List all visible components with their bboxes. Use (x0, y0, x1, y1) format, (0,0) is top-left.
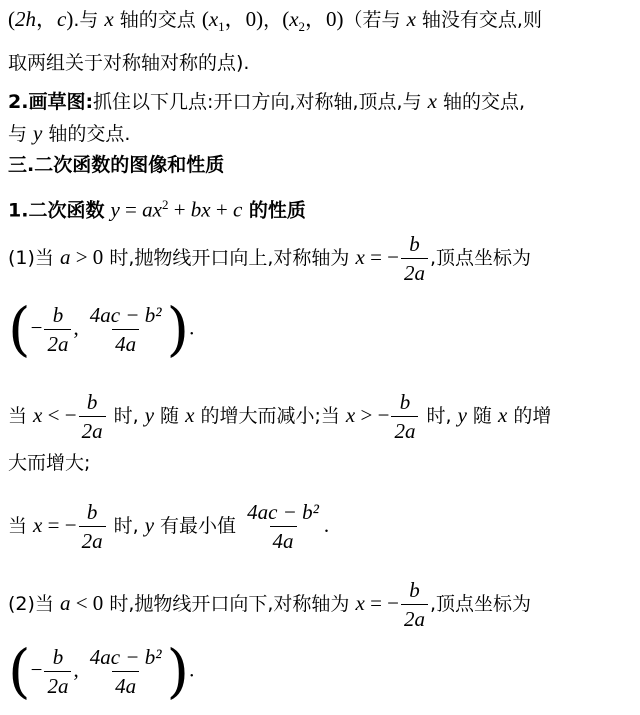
math-x: x (355, 245, 365, 269)
fraction-vertex-y (244, 500, 322, 553)
denominator: 2a (401, 258, 428, 285)
math-c: c (57, 7, 67, 31)
math-y: y (144, 513, 155, 537)
big-paren: ) (166, 295, 190, 363)
big-paren: ( (8, 295, 31, 363)
math-2h: 2h (15, 7, 36, 31)
text: （若与 (343, 9, 407, 31)
fraction-b-over-2a (44, 303, 71, 356)
denominator: 2a (401, 604, 428, 631)
fraction-b-over-2a (79, 500, 106, 553)
text: 随 (154, 405, 186, 427)
fraction-b-over-2a (391, 390, 418, 443)
fraction-b-over-2a (44, 645, 71, 698)
text: 当 (8, 405, 34, 427)
text: . (189, 657, 195, 682)
text: 的增 (507, 405, 552, 427)
math-op: , (73, 315, 79, 340)
numerator: b (52, 644, 64, 669)
big-paren: ) (166, 637, 190, 705)
fraction-b-over-2a (401, 578, 428, 631)
text: (1)当 (8, 247, 60, 269)
text: 时, (107, 515, 145, 537)
paren: ) (66, 7, 74, 31)
numerator: b (52, 302, 64, 327)
subsection-heading: 1.二次函数 (8, 199, 105, 222)
paren: ，0) (305, 7, 344, 31)
math-op: < − (42, 403, 77, 427)
text: ,顶点坐标为 (430, 593, 532, 615)
text: 时, (420, 405, 458, 427)
fraction-b-over-2a (79, 390, 106, 443)
numerator: b (86, 390, 98, 414)
text: 轴的交点 (113, 9, 202, 31)
math-x: x (345, 403, 356, 427)
text: 有最小值 (154, 515, 243, 537)
denominator: 2a (79, 526, 106, 553)
math-x: x (497, 403, 508, 427)
line-sketch-heading (8, 88, 525, 115)
math-x: x (355, 591, 365, 615)
subscript: 1 (218, 18, 225, 34)
text: ， (263, 9, 283, 31)
math-y: y (144, 403, 155, 427)
denominator: 4a (112, 671, 139, 698)
math-y: y (457, 403, 467, 427)
line-minimum-value (8, 500, 329, 553)
numerator: b (409, 578, 420, 602)
text: 轴没有交点,则 (415, 9, 542, 31)
numerator: 4ac − b² (89, 644, 162, 669)
line-increasing: 大而增大; (8, 452, 91, 474)
line-vertex-coordinates-2 (8, 637, 195, 705)
math-a: a (59, 591, 71, 615)
subscript: 2 (298, 18, 306, 34)
line-case-a-negative (8, 578, 531, 631)
paren: ，0) (224, 7, 264, 31)
math-a: a (59, 245, 71, 269)
text: .与 (73, 9, 105, 31)
math-op: = − (364, 245, 399, 269)
math-ax: ax (142, 197, 162, 222)
math-x1: x (208, 7, 219, 31)
math-sep: ， (36, 7, 57, 31)
math-y: y (33, 121, 43, 145)
text: ,顶点坐标为 (430, 247, 532, 269)
math-x: x (406, 7, 416, 31)
numerator: 4ac − b² (89, 302, 162, 327)
numerator: b (409, 232, 420, 256)
section-heading: 2.画草图: (8, 91, 94, 113)
math-op: > − (355, 403, 390, 427)
math-cond: < 0 (70, 591, 104, 615)
denominator: 4a (112, 329, 139, 356)
line-symmetric-points: 取两组关于对称轴对称的点). (8, 52, 250, 74)
math-bx: bx (190, 197, 211, 222)
math-x: x (427, 89, 437, 113)
paren: ( (282, 7, 290, 31)
math-x: x (33, 403, 43, 427)
text: 轴的交点. (42, 123, 131, 145)
line-y-axis-point (8, 120, 130, 147)
denominator: 4a (270, 526, 297, 553)
denominator: 2a (79, 416, 106, 443)
superscript: 2 (161, 197, 169, 212)
fraction-b-over-2a (401, 232, 428, 285)
denominator: 2a (44, 671, 71, 698)
math-op: + (210, 197, 233, 222)
denominator: 2a (391, 416, 418, 443)
math-op: = − (364, 591, 399, 615)
text: 与 (8, 123, 34, 145)
line-quadratic-properties (8, 192, 306, 223)
math-x: x (33, 513, 43, 537)
numerator: 4ac − b² (247, 500, 319, 524)
line-case-a-positive (8, 232, 531, 285)
math-op: − (30, 315, 43, 340)
text: 的增大而减小;当 (194, 405, 346, 427)
numerator: b (399, 390, 411, 414)
numerator: b (86, 500, 98, 524)
text: (2)当 (8, 593, 60, 615)
text: 时, (107, 405, 145, 427)
paren: ( (8, 7, 15, 31)
text: 抓住以下几点:开口方向,对称轴,顶点,与 (93, 91, 428, 113)
math-cond: > 0 (70, 245, 104, 269)
math-c: c (232, 197, 243, 222)
text: 时,抛物线开口向上,对称轴为 (103, 247, 356, 269)
text: . (189, 315, 195, 340)
math-op: = (119, 197, 143, 222)
big-paren: ( (8, 637, 31, 705)
math-x: x (185, 403, 195, 427)
math-op: − (30, 657, 43, 682)
line-monotonicity (8, 390, 551, 443)
line-intersection-points (8, 6, 542, 40)
math-op: = − (42, 513, 77, 537)
text: 的性质 (242, 199, 306, 222)
math-x: x (104, 7, 114, 31)
math-op: + (168, 197, 191, 222)
section-title: 三.二次函数的图像和性质 (8, 154, 225, 176)
text: 时,抛物线开口向下,对称轴为 (103, 593, 356, 615)
denominator: 2a (44, 329, 71, 356)
paren: ( (201, 7, 209, 31)
fraction-vertex-y (87, 645, 165, 698)
math-x2: x (289, 7, 299, 31)
line-vertex-coordinates-1 (8, 295, 195, 363)
text: 当 (8, 515, 34, 537)
text: 随 (466, 405, 498, 427)
text: . (323, 513, 330, 537)
text: 轴的交点, (436, 91, 526, 113)
math-y: y (110, 197, 120, 222)
fraction-vertex-y (87, 303, 165, 356)
math-op: , (73, 657, 79, 682)
